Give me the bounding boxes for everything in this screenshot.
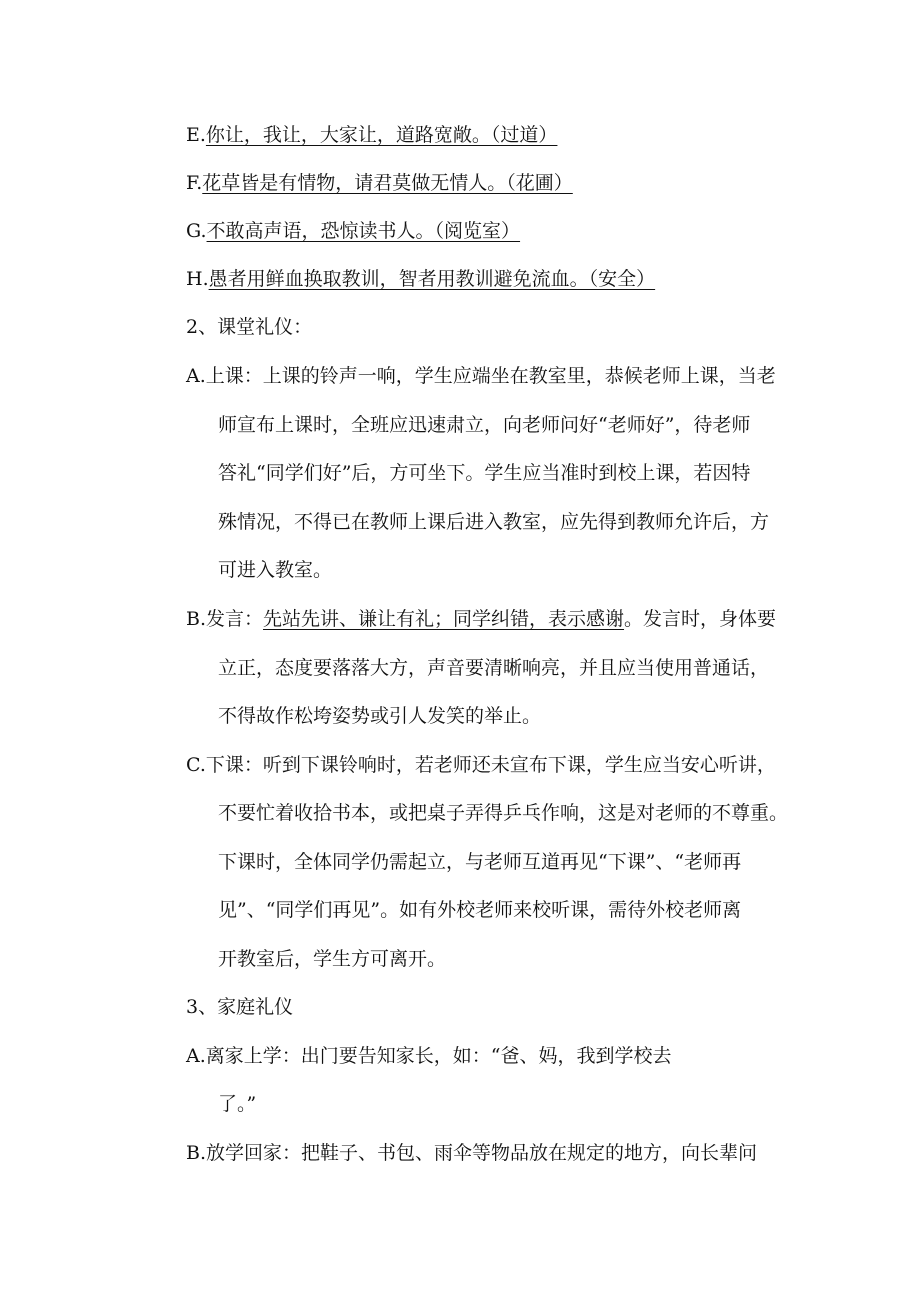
slogan-h-prefix: H. <box>186 268 209 290</box>
slogan-g-prefix: G. <box>186 220 207 242</box>
section2-c-line-2: 不要忙着收拾书本，或把桌子弄得乒乓作响，这是对老师的不尊重。 <box>218 802 789 824</box>
section2-b-prefix: B.发言： <box>186 608 264 630</box>
slogan-f-prefix: F. <box>186 172 203 194</box>
section2-a-line-5: 可进入教室。 <box>218 559 333 581</box>
section2-heading: 2、课堂礼仪： <box>186 316 313 338</box>
section2-a-line-2: 师宣布上课时，全班应迅速肃立，向老师问好“老师好”，待老师 <box>218 414 751 436</box>
section3-a-line-2: 了。” <box>218 1093 257 1115</box>
slogan-f <box>186 171 573 195</box>
section2-c-line-5: 开教室后，学生方可离开。 <box>218 948 447 970</box>
section2-a-line-3: 答礼“同学们好”后，方可坐下。学生应当准时到校上课，若因特 <box>218 462 751 484</box>
section2-c-line-3: 下课时，全体同学仍需起立，与老师互道再见“下课”、“老师再 <box>218 851 742 873</box>
section2-c-line-4: 见”、“同学们再见”。如有外校老师来校听课，需待外校老师离 <box>218 899 742 921</box>
slogan-f-text: 花草皆是有情物，请君莫做无情人。（花圃） <box>202 172 573 194</box>
section2-b-line-1 <box>186 607 776 631</box>
section3-heading: 3、家庭礼仪 <box>186 996 294 1018</box>
slogan-h-text: 愚者用鲜血换取教训，智者用教训避免流血。（安全） <box>208 268 656 290</box>
section2-b-suffix: 。发言时，身体要 <box>624 608 777 630</box>
section2-b-line-2: 立正，态度要落落大方，声音要清晰响亮，并且应当使用普通话， <box>218 657 770 679</box>
section2-b-underlined: 先站先讲、谦让有礼；同学纠错，表示感谢 <box>263 608 625 630</box>
slogan-e-text: 你让，我让，大家让，道路宽敞。（过道） <box>205 124 558 146</box>
section3-a-line-1: A.离家上学：出门要告知家长，如：“爸、妈，我到学校去 <box>186 1045 672 1067</box>
section2-c-line-1: C.下课：听到下课铃响时，若老师还未宣布下课，学生应当安心听讲， <box>186 754 776 776</box>
slogan-h <box>186 267 655 291</box>
slogan-g-text: 不敢高声语，恐惊读书人。（阅览室） <box>206 220 521 242</box>
slogan-e <box>186 123 557 147</box>
section2-a-line-1: A.上课：上课的铃声一响，学生应端坐在教室里，恭候老师上课，当老 <box>186 365 776 387</box>
section3-b-line-1: B.放学回家：把鞋子、书包、雨伞等物品放在规定的地方，向长辈问 <box>186 1142 758 1164</box>
section2-a-line-4: 殊情况，不得已在教师上课后进入教室，应先得到教师允许后，方 <box>218 511 770 533</box>
slogan-g <box>186 219 520 243</box>
section2-b-line-3: 不得故作松垮姿势或引人发笑的举止。 <box>218 705 542 727</box>
slogan-e-prefix: E. <box>186 124 206 146</box>
